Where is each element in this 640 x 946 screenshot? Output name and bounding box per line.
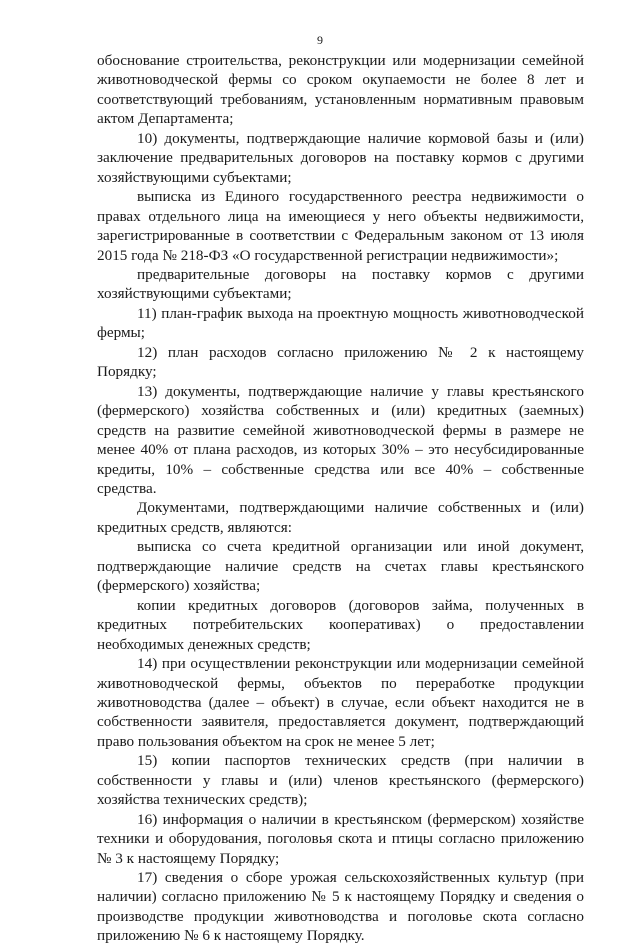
paragraph-preliminary-contracts: предварительные договоры на поставку кормов с другими хозяйствующими субъектами; — [97, 265, 584, 303]
paragraph-loan-agreements: копии кредитных договоров (договоров займа, полученных в кредитных потребительских кооперативах) о предоставлении необходимых денежных средств; — [97, 596, 584, 653]
document-body — [97, 51, 584, 946]
paragraph-item-13: 13) документы, подтверждающие наличие у главы крестьянского (фермерского) хозяйства собственных и (или) кредитных (заемных) средств на развитие семейной животноводческой фермы в размере не менее 40% от плана расходов, из которых 30% – это несубсидированные кредиты, 10% – собственные средства или все 40% – собственные средства. — [97, 382, 584, 497]
paragraph-bank-statement: выписка со счета кредитной организации или иной документ, подтверждающие наличие средств на счетах главы крестьянского (фермерского) хозяйства; — [97, 538, 584, 595]
paragraph-confirming-documents: Документами, подтверждающими наличие собственных и (или) кредитных средств, являются: — [97, 499, 584, 536]
paragraph-item-16: 16) информация о наличии в крестьянском (фермерском) хозяйстве техники и оборудования, поголовья скота и птицы согласно приложению № 3 к настоящему Порядку; — [97, 810, 584, 867]
paragraph-item-11: 11) план-график выхода на проектную мощность животноводческой фермы; — [97, 304, 584, 342]
paragraph-item-14: 14) при осуществлении реконструкции или модернизации семейной животноводческой фермы, объектов по переработке продукции животноводства (далее – объект) в случае, если объект находится не в собственности заявителя, предоставляется документ, подтверждающий право пользования объектом на срок не менее 5 лет; — [97, 655, 584, 750]
paragraph-item-15: 15) копии паспортов технических средств (при наличии в собственности у главы и (или) членов крестьянского (фермерского) хозяйства технических средств); — [97, 752, 584, 809]
page-number: 9 — [317, 33, 323, 47]
paragraph-justification-continued: обоснование строительства, реконструкции или модернизации семейной животноводческой фермы со сроком окупаемости не более 8 лет и соответствующий требованиям, установленным нормативным правовым актом Департамента; — [97, 52, 584, 128]
paragraph-item-10: 10) документы, подтверждающие наличие кормовой базы и (или) заключение предварительных договоров на поставку кормов с другими хозяйствующими субъектами; — [97, 129, 584, 186]
paragraph-item-12: 12) план расходов согласно приложению № 2 к настоящему Порядку; — [97, 343, 584, 381]
paragraph-egrn-extract: выписка из Единого государственного реестра недвижимости о правах отдельного лица на имеющиеся у него объекты недвижимости, зарегистрированные в соответствии с Федеральным законом от 13 июля 2015 года № 218-ФЗ «О государственной регистрации недвижимости»; — [97, 188, 584, 264]
paragraph-item-17: 17) сведения о сборе урожая сельскохозяйственных культур (при наличии) согласно приложению № 5 к настоящему Порядку и сведения о производстве продукции животноводства и поголовье скота согласно приложению № 6 к настоящему Порядку. — [97, 869, 584, 945]
